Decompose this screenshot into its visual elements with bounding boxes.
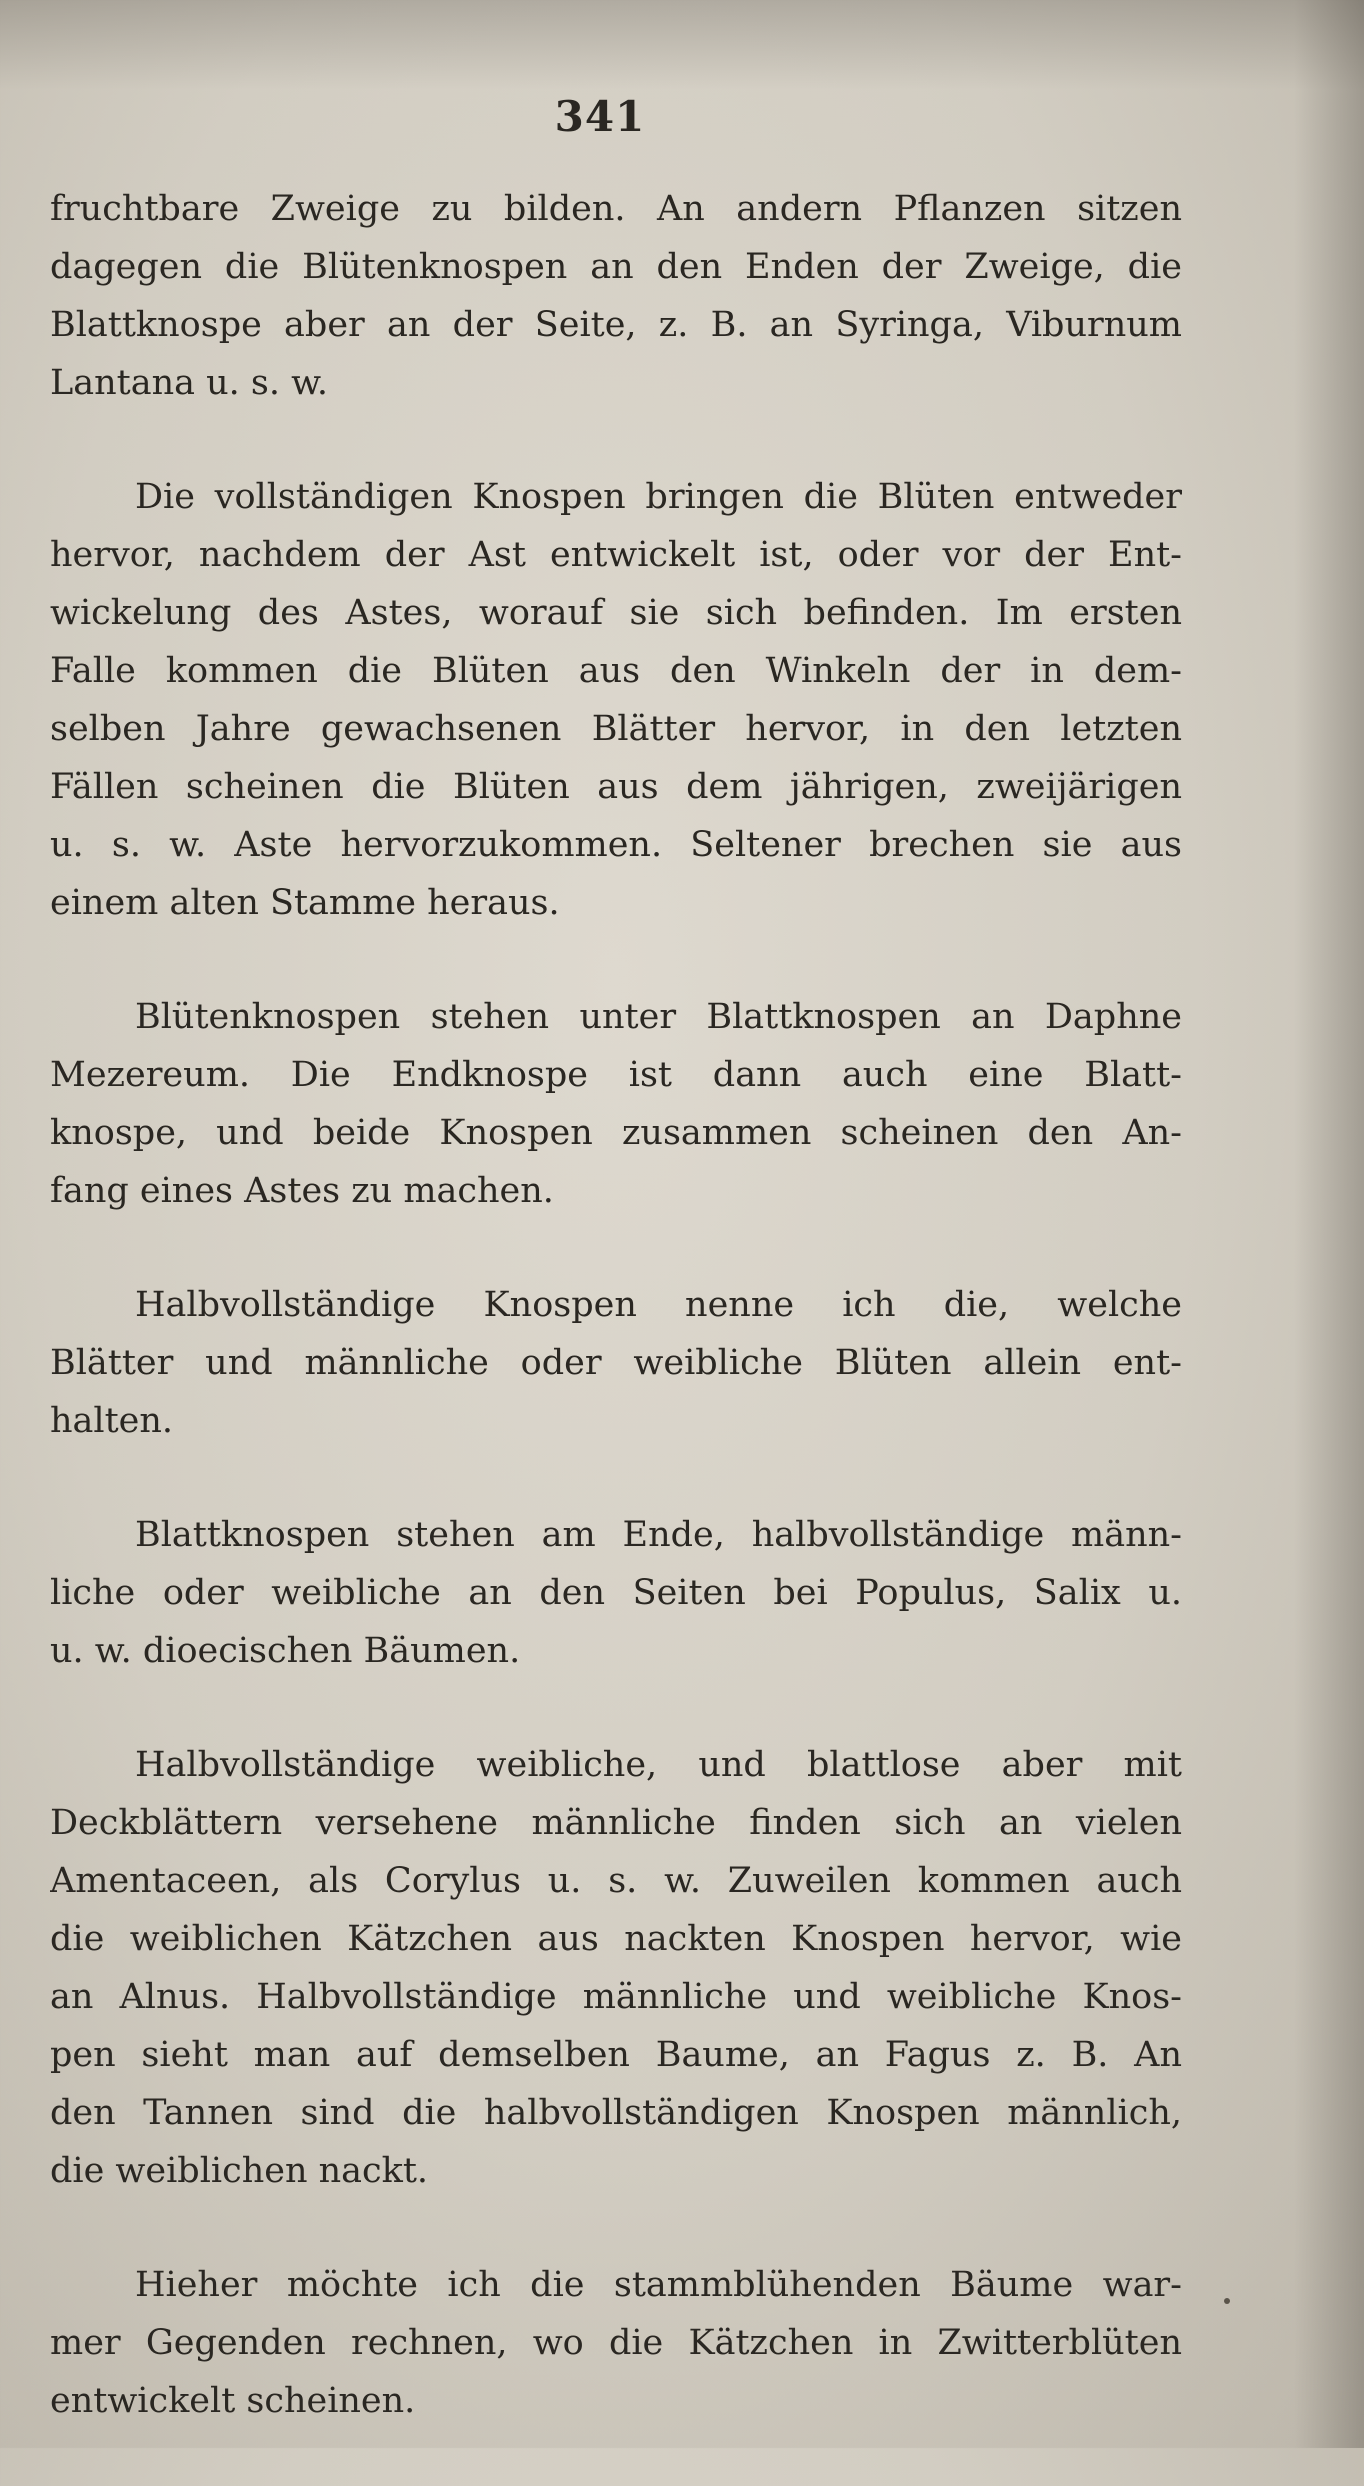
paragraph-1: [50, 180, 1182, 412]
page-body: [50, 180, 1182, 2486]
text-line: hervor, nachdem der Ast entwickelt ist, oder vor der Ent-: [50, 535, 1182, 575]
text-line: dagegen die Blütenknospen an den Enden der Zweige, die: [50, 247, 1182, 287]
text-line: Blütenknospen stehen unter Blattknospen an Daphne: [135, 997, 1182, 1037]
text-line: an Alnus. Halbvollständige männliche und weibliche Knos-: [50, 1977, 1182, 2017]
paragraph-7: [50, 2256, 1182, 2430]
text-line: entwickelt scheinen.: [50, 2381, 416, 2421]
text-line: Lantana u. s. w.: [50, 363, 329, 403]
paragraph-3: [50, 988, 1182, 1220]
text-line: Halbvollständige Knospen nenne ich die, welche: [135, 1285, 1182, 1325]
text-line: Hieher möchte ich die stammblühenden Bäume war-: [135, 2265, 1182, 2305]
text-line: einem alten Stamme heraus.: [50, 883, 560, 923]
text-line: Die vollständigen Knospen bringen die Blüten entweder: [135, 477, 1182, 517]
text-line: die weiblichen Kätzchen aus nackten Knospen hervor, wie: [50, 1919, 1182, 1959]
text-line: die weiblichen nackt.: [50, 2151, 429, 2191]
text-line: Halbvollständige weibliche, und blattlose aber mit: [135, 1745, 1182, 1785]
page-top-shadow: [0, 0, 1364, 90]
text-line: u. s. w. Aste hervorzukommen. Seltener brechen sie aus: [50, 825, 1182, 865]
text-line: Fällen scheinen die Blüten aus dem jährigen, zweijärigen: [50, 767, 1182, 807]
text-line: Deckblättern versehene männliche finden sich an vielen: [50, 1803, 1182, 1843]
text-line: Blätter und männliche oder weibliche Blüten allein ent-: [50, 1343, 1182, 1383]
text-line: fang eines Astes zu machen.: [50, 1171, 554, 1211]
text-line: Mezereum. Die Endknospe ist dann auch eine Blatt-: [50, 1055, 1182, 1095]
text-line: liche oder weibliche an den Seiten bei Populus, Salix u.: [50, 1573, 1182, 1613]
text-line: Blattknospe aber an der Seite, z. B. an Syringa, Viburnum: [50, 305, 1182, 345]
paragraph-2: [50, 468, 1182, 932]
text-line: pen sieht man auf demselben Baume, an Fagus z. B. An: [50, 2035, 1182, 2075]
paragraph-5: [50, 1506, 1182, 1680]
text-line: selben Jahre gewachsenen Blätter hervor, in den letzten: [50, 709, 1182, 749]
page-number: 341: [554, 92, 646, 141]
text-line: halten.: [50, 1401, 174, 1441]
text-line: wickelung des Astes, worauf sie sich befinden. Im ersten: [50, 593, 1182, 633]
text-line: Amentaceen, als Corylus u. s. w. Zuweilen kommen auch: [50, 1861, 1182, 1901]
text-line: Blattknospen stehen am Ende, halbvollständige männ-: [135, 1515, 1182, 1555]
page-right-shadow: [1294, 0, 1364, 2448]
text-line: u. w. dioecischen Bäumen.: [50, 1631, 521, 1671]
text-line: mer Gegenden rechnen, wo die Kätzchen in Zwitterblüten: [50, 2323, 1182, 2363]
paragraph-6: [50, 1736, 1182, 2200]
speck-mark: [1224, 2298, 1230, 2304]
paragraph-4: [50, 1276, 1182, 1450]
text-line: knospe, und beide Knospen zusammen scheinen den An-: [50, 1113, 1182, 1153]
text-line: Falle kommen die Blüten aus den Winkeln der in dem-: [50, 651, 1182, 691]
text-line: den Tannen sind die halbvollständigen Knospen männlich,: [50, 2093, 1182, 2133]
text-line: fruchtbare Zweige zu bilden. An andern Pflanzen sitzen: [50, 189, 1182, 229]
